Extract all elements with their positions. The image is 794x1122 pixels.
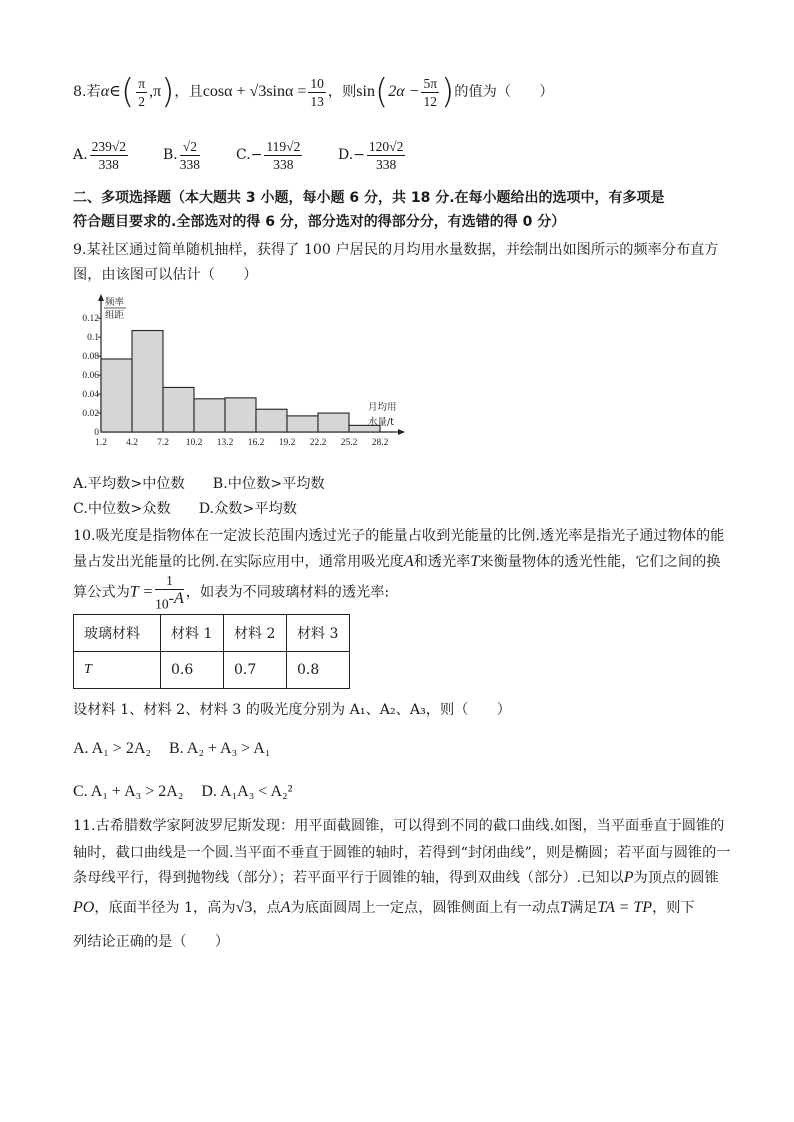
y-tick-label: 0.12 [82,314,99,325]
x-tick-label: 1.2 [95,438,107,448]
x-tick-label: 7.2 [157,438,169,448]
q9-option-b: B.中位数>平均数 [212,476,325,492]
table-cell: T [74,652,161,689]
q8-two-alpha: 2α − [388,83,420,100]
y-tick-label: 0.08 [82,352,99,363]
q11-stem-line1: 11.古希腊数学家阿波罗尼斯发现：用平面截圆锥，可以得到不同的截口曲线.如图，当平面垂直于圆锥的 [73,818,725,834]
q8-eq-frac: $\frac{10}{13}$ [310,75,324,109]
x-tick-label: 25.2 [340,438,358,448]
table-row [74,652,350,689]
q8-pi: ,π [149,83,162,100]
q9-stem-line2: 图，由该图可以估计（ ） [73,267,258,283]
q8-fivepi: $\frac{5\pi}{12}$ [423,75,438,109]
q11-stem-line2: 轴时，截口曲线是一个圆.当平面不垂直于圆锥的轴时，若得到“封闭曲线”，则是椭圆；若平面与圆锥的一 [73,845,731,861]
q10-option-c: C. A₁ + A₃ > 2A₂ [73,783,184,800]
x-tick-label: 4.2 [126,438,138,448]
table-row [74,615,350,652]
section2-heading-line1: 二、多项选择题（本大题共 3 小题，每小题 6 分，共 18 分.在每小题给出的选项中，有多项是 [73,190,665,206]
q8-sin: sin [356,83,375,100]
histogram-bar [318,413,349,432]
q11-stem-line5: 列结论正确的是（ ） [73,934,230,950]
q9-option-a: A.平均数>中位数 [73,476,185,492]
y-tick-label: 0.1 [87,333,99,344]
q8-option-b: B. $\frac{√2}{338}$ [163,138,200,172]
q10-stem-line3: 算公式为T = $\frac{1}{10^{-A}}$ ，如表为不同玻璃材料的透光率: [73,573,390,612]
y-axis-label-bottom: 组距 [105,310,125,321]
x-tick-label: 28.2 [371,438,389,448]
histogram-chart [70,290,397,458]
x-axis-arrow [398,429,405,435]
transmittance-table [73,614,350,689]
y-tick-label: 0.04 [82,390,99,401]
q8-pi-over-2: $\frac{\pi}{2}$ [138,75,146,109]
q10-formula-frac: $\frac{1}{10^{-A}}$ [155,573,184,612]
q8-mid: ，且 [174,84,203,100]
y-tick-label: 0.02 [82,409,99,420]
q10-option-d: D. A₁A₃ < A₂² [201,783,293,800]
q9-option-d: D.众数>平均数 [198,501,297,517]
table-cell: 0.7 [224,652,287,689]
x-tick-label: 19.2 [278,438,296,448]
q11-stem-line3: 条母线平行，得到抛物线（部分）；若平面平行于圆锥的轴，得到双曲线（部分）.已知以P为顶点的圆锥 [73,869,719,886]
q10-stem-line1: 10.吸光度是指物体在一定波长范围内透过光子的能量占收到光能量的比例.透光率是指光子通过物体的能 [73,528,725,544]
q9-options-ab [73,474,325,494]
q8-lparen: ( [120,72,135,112]
q9-option-c: C.中位数>众数 [73,501,171,517]
histogram-bar [194,399,225,432]
q8-cond: α∈ [100,83,121,100]
q10-options-cd [73,782,292,802]
x-tick-label: 22.2 [309,438,327,448]
q8-then: ，则 [327,84,357,100]
y-tick-label: 0.06 [82,371,99,382]
table-header-cell: 玻璃材料 [74,615,161,652]
table-header-cell: 材料 1 [161,615,224,652]
y-tick-label: 0 [94,428,99,438]
q8-prefix: 8.若 [73,84,101,100]
histogram-bar [132,331,163,432]
x-axis-label-line2: 水量/t [368,417,394,428]
q10-stem-line2: 量占发出光能量的比例.在实际应用中，通常用吸光度A和透光率T来衡量物体的透光性能，它们之间的换 [73,553,721,570]
histogram-bar [256,409,287,432]
x-tick-label: 16.2 [247,438,265,448]
x-axis-label-line1: 月均用 [368,402,397,413]
histogram-bar [101,359,132,432]
q8-option-d: D.− $\frac{120√2}{338}$ [338,138,404,172]
histogram-bar [163,387,194,432]
section2-heading-line2: 符合题目要求的.全部选对的得 6 分，部分选对的得部分分，有选错的得 0 分） [73,214,566,230]
table-cell: 0.6 [161,652,224,689]
q8-option-c: C.− $\frac{119√2}{338}$ [236,138,301,172]
q10-option-b: B. A₂ + A₃ > A₁ [168,740,271,757]
q8-tail: 的值为（ ） [454,84,554,100]
q8-stem [73,72,554,112]
q10-stem-line4: 设材料 1、材料 2、材料 3 的吸光度分别为 A₁、A₂、A₃，则（ ） [73,702,511,718]
q8-lparen2: ( [374,72,389,112]
q8-eq-expr: cosα + √3sinα = [202,83,307,100]
q11-stem-line4: PO，底面半径为 1，高为√3，点A为底面圆周上一定点，圆锥侧面上有一动点T满足TA = TP，则下 [73,899,695,916]
q9-options-cd [73,499,297,519]
q8-option-a: A. $\frac{239√2}{338}$ [73,138,126,172]
y-axis-label-top: 频率 [105,297,125,308]
y-axis-arrow [98,294,104,301]
q10-options-ab [73,739,270,759]
x-tick-label: 10.2 [185,438,203,448]
table-header-cell: 材料 2 [224,615,287,652]
q8-rparen: ) [161,72,175,112]
q10-option-a: A. A₁ > 2A₂ [73,740,151,757]
table-cell: 0.8 [287,652,350,689]
histogram-bar [225,398,256,432]
histogram-bar [287,416,318,432]
table-header-cell: 材料 3 [287,615,350,652]
x-tick-label: 13.2 [216,438,234,448]
q8-rparen2: ) [441,72,455,112]
q9-stem-line1: 9.某社区通过简单随机抽样，获得了 100 户居民的月均用水量数据，并绘制出如图所示的频率分布直方 [73,242,719,258]
